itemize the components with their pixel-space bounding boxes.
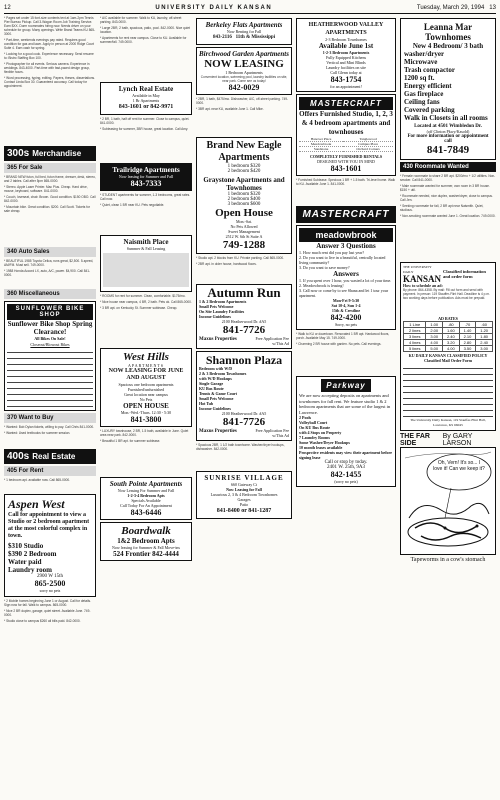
rates-cell: 2 lines bbox=[404, 328, 426, 334]
meadowbrook-q3: 3. Do you want to save money? bbox=[299, 265, 350, 270]
location-name: Orchard Corners bbox=[343, 147, 393, 152]
form-footer: The University Daily Kansan, 119 Stauffer-Flint Hall, Lawrence, KS 66045 bbox=[410, 418, 486, 427]
shannon-l4: Single Garage bbox=[199, 381, 224, 386]
shannon-address: 2100 Heatherwood Dr. #A5 bbox=[221, 411, 267, 416]
form-order-title: Classified Mail Order Form bbox=[424, 358, 472, 363]
classified-text-block: * A/C available for summer. Walk to KU, laundry, off-street parking. 843-0000. * Large 2BR, 2 bath, spacious, patio, pool. 842-0000. Nice quiet location. * Apartments for rent near campus. Close to KU. Available for summer/fall. 749-0000. bbox=[100, 16, 191, 44]
column-4 bbox=[296, 16, 396, 796]
meadowbrook-hours2: Sat 10-4, Sun 1-4 bbox=[331, 303, 361, 308]
heatherwood-l3: Laundry facilities on site bbox=[326, 65, 366, 70]
rates-cell: 1.00 bbox=[426, 322, 443, 328]
aspen-phone: 865-2500 bbox=[34, 579, 66, 588]
section-title: Merchandise bbox=[32, 149, 82, 158]
sunflower-table-title: Closeout/Blowout Bikes bbox=[30, 342, 70, 347]
parkway-call: Call or stop by today. bbox=[324, 460, 368, 465]
sunflower-logo: SUNFLOWER BIKE SHOP bbox=[7, 304, 93, 320]
naismith-ad bbox=[100, 235, 192, 292]
mastercraft-phone: 843-1601 bbox=[330, 164, 362, 173]
southpointe-specials: Specials Available bbox=[131, 498, 161, 503]
heatherwood-appt: for an appointment! bbox=[330, 84, 362, 89]
roommate-listings: * Female roommate to share 2 BR apt. $200/mo + 1/2 utilities. Non-smoker. Call 841-0000. * Male roommate wanted for summer, own room in 3 BR house. $150 + util. * Roommate needed, nice duplex, washer/dryer, close to campus. Call Jen. * Seeking roommate for fall, 2 BR apt near Naismith. Quiet, studious. * Non-smoking roommate wanted June 1. Great location. 749-0000. bbox=[400, 174, 496, 218]
parkway-logo: Parkway bbox=[321, 379, 371, 392]
meadowbrook-answers-title: Answers bbox=[333, 270, 359, 278]
page-date-and-number bbox=[417, 5, 496, 11]
parkway-l6: Some Washer/Dryer Hookups bbox=[299, 440, 350, 445]
classified-text-block-5: * LUXURY townhouse, 2 BR, 1.5 bath, available in June. Quiet area near park. 842-0000. * Beautiful 1 BR apt. for summer sublease. bbox=[100, 429, 189, 443]
boardwalk-line2: Now leasing for Summer & Fall Move-ins bbox=[112, 545, 180, 550]
parkway-l7: 10 month leases available bbox=[299, 445, 343, 450]
graystone-mgmt: Sweet Management bbox=[228, 229, 260, 234]
sunrise-headline: SUNRISE VILLAGE bbox=[204, 474, 284, 482]
autumn-footer bbox=[199, 336, 289, 346]
rates-cell: 4.00 bbox=[426, 340, 443, 346]
southpointe-phone: 843-6446 bbox=[130, 508, 162, 517]
autumn-l2: Small Pets Welcome bbox=[199, 304, 234, 309]
boardwalk-phone: 842-4444 bbox=[152, 550, 179, 558]
graystone-days: Mon.-Sat. bbox=[236, 219, 252, 224]
rates-cell: 1.60 bbox=[443, 328, 460, 334]
parkway-desc: We are now accepting deposits on apartments and townhomes for fall rent. We feature studio 1 & 2 bedroom apartments that are some of the largest in Lawrence. bbox=[299, 393, 391, 415]
birchwood-lines: 1 Bedroom Apartments bbox=[225, 70, 263, 75]
classified-text-block-2: * Walk to KU or downtown. Renovated 1 BR apt. Hardwood floors, porch. Available May 15. 749-0000. * Charming 2 BR house with garden. No pets. Call evenings. bbox=[296, 332, 390, 346]
rates-cell: 2.00 bbox=[426, 328, 443, 334]
far-side-cartoon bbox=[400, 447, 496, 555]
southpointe-call: Call Today For An Appointment bbox=[120, 503, 172, 508]
rates-cell: 3.20 bbox=[443, 340, 460, 346]
aspen-note: sorry no pets bbox=[39, 588, 61, 593]
shannon-l6: Tennis & Game Court bbox=[199, 391, 237, 396]
autumn-address: 2100 Heatherwood Dr. #A5 bbox=[221, 319, 267, 324]
leanna-l3: Trash compactor bbox=[404, 66, 455, 74]
form-masthead bbox=[403, 265, 493, 283]
classified-text-block-3: * STUDENT apartments for summer, 1-3 bedrooms, great rates. Call now. * Quiet, clean 1 BR near KU. Pets negotiable. bbox=[100, 193, 191, 207]
form-line[interactable] bbox=[403, 394, 493, 399]
rates-cell: 2.80 bbox=[459, 340, 476, 346]
form-line[interactable] bbox=[403, 388, 493, 393]
westhills-logo: West Hills bbox=[123, 351, 169, 363]
rates-cell: 3.50 bbox=[459, 346, 476, 352]
rates-cell: 1 Line bbox=[404, 322, 426, 328]
for-sale-listings: * BRAND NEW futon, full bed, futon frame, dresser, desk, stereo, and 2 tables. Call after 5pm 865-0000. * Stereo. Apple Laser Printer. Mac Plus. Cheap. Hard drive, mouse, keyboard, software. 841-0000. * Couch, loveseat, chair. Brown. Good condition. $150 OBO. Call 842-0000. * Mountain bike. Great condition. $200. Call Scott. Tickets for sale cheap. bbox=[4, 175, 96, 213]
berkeley-contact bbox=[199, 34, 289, 42]
autumn-mgmt: Maxus Properties bbox=[199, 337, 237, 342]
classified-text-block: * Pages set under 15 font-size contents text at 1am-2pm Tennis Pier Bureau Pickup. Call 3-Wagon Room Job Training Service. Earn $XX. Dorm roommates hiring now. Needs driver on your schedule for group. Many openings. Write Brand Teams KU 865-3000. * Part-time, weekends evenings pay rated. Requires good condition for gas and lawn. Apply in person at 2000 Ridge Court Suite 4. Earn cash for spring. * Looking for a good cook. Experience necessary. Send resume to: Bistro Staffing Box 100. * Photographer for all events. Serious camera. Experience in weddings. 843-4000. Part-time with fast-paced design group, flexible hours. * Word processing, typing, editing. Papers, theses, dissertations. Contact Linda Box 30. Guaranteed accuracy. Call today for appointment. bbox=[4, 16, 96, 88]
rates-cell: 5.00 bbox=[426, 346, 443, 352]
form-line[interactable] bbox=[403, 364, 493, 369]
parkway-l8: Prospective residents may view their apartment before signing lease bbox=[299, 450, 393, 460]
section-want-to-buy: 370 Want to Buy bbox=[4, 413, 96, 423]
leanna-more: For more information or appointment call bbox=[407, 134, 489, 144]
sunrise-l1: Luxurious 2, 3 & 4 Bedroom Townhomes bbox=[210, 492, 278, 497]
brandnew-l1: 1 bedroom $320 bbox=[227, 164, 261, 169]
rates-cell: 3.00 bbox=[476, 346, 493, 352]
shannon-phone: 841-7726 bbox=[222, 416, 266, 428]
aspen-west-ad bbox=[4, 494, 96, 597]
shannon-l7: Small Pets Welcome bbox=[199, 396, 234, 401]
lynch-line2: 1 Br Apartments bbox=[132, 98, 160, 103]
meadowbrook-phone: 842-4200 bbox=[330, 313, 362, 322]
sunrise-phone: 841-8400 or 841-1287 bbox=[216, 508, 272, 514]
for-rent-listing: * 1 bedroom apt. available now. Call 865-0000. bbox=[4, 478, 71, 482]
naismith-lines: Summer & Fall Leasing bbox=[126, 246, 166, 251]
meadowbrook-note: Sorry, no pets bbox=[334, 322, 358, 327]
section-title: Real Estate bbox=[32, 452, 76, 461]
section-header-real-estate bbox=[4, 449, 96, 464]
lynch-line1: Available in May bbox=[132, 93, 160, 98]
paper-title: UNIVERSITY DAILY KANSAN bbox=[155, 4, 273, 11]
sunflower-sub: All Bikes On Sale! bbox=[34, 336, 66, 341]
autumn-free: Free Application Fee w/This Ad bbox=[255, 336, 289, 346]
meadowbrook-logo: meadowbrook bbox=[299, 228, 393, 242]
section-for-sale: 365 For Sale bbox=[4, 163, 96, 173]
want-to-buy-listings: * Wanted: Bob Dylan tickets, willing to pay. Call Chris 841-0000. * Wanted: Used textbooks for summer session. bbox=[4, 425, 94, 435]
classified-text-block-4: * ROOMS for rent for summer. Clean, comfortable. $175/mo. * Nice house near campus, 4 BR, 2 bath. Pets ok. Call 865-0000. * 3 BR apt. on Kentucky St. Summer sublease. Cheap. bbox=[100, 294, 192, 310]
classified-text-block-2: * 2 BR, 1 bath, half off rent for summer. Close to campus, quiet. 841-0000. * Subleasing for summer, 3BR house, great location. Call Amy. bbox=[100, 117, 190, 131]
leanna-phone: 841-7849 bbox=[426, 144, 470, 156]
parkway-l2: Volleyball Court bbox=[299, 420, 328, 425]
berkeley-phone: 843-2116 bbox=[212, 35, 232, 40]
rates-cell: 5 lines bbox=[404, 346, 426, 352]
parkway-ad bbox=[296, 376, 396, 487]
southpointe-lines: Now Leasing For Summer and Fall bbox=[117, 488, 175, 493]
mastercraft-logo: MASTERCRAFT bbox=[299, 97, 393, 110]
form-line[interactable] bbox=[403, 382, 493, 387]
form-how: How to schedule an ad: bbox=[403, 283, 443, 288]
shannon-headline: Shannon Plaza bbox=[205, 353, 283, 367]
heatherwood-l2: Vertical and Mini Blinds bbox=[326, 60, 366, 65]
parkway-note: (sorry no pets) bbox=[334, 479, 358, 484]
trailridge-lines: Now leasing for Summer and Fall bbox=[118, 174, 174, 179]
classified-order-form bbox=[400, 262, 496, 431]
southpointe-beds: 1-2-3-4 Bedroom Apts bbox=[127, 493, 165, 498]
shannon-free: Free Application Fee w/This Ad bbox=[255, 428, 289, 438]
westhills-b1: Spacious one bedroom apartments bbox=[118, 382, 174, 387]
far-side-title: THE FAR SIDE bbox=[400, 433, 430, 447]
form-line[interactable] bbox=[403, 412, 493, 417]
trailridge-phone: 843-7333 bbox=[130, 179, 162, 188]
form-policy: KU DAILY KANSAN CLASSIFIED POLICY bbox=[408, 353, 488, 358]
sunrise-l3: Patio bbox=[239, 502, 249, 507]
mastercraft-desc: DESIGNED WITH YOU IN MIND bbox=[317, 159, 375, 164]
parkway-address: 2401 W. 25th, 9A3 bbox=[327, 465, 365, 470]
leanna-loc2: (off Clinton Pkwy/Kasold) bbox=[426, 129, 470, 134]
rates-row bbox=[404, 346, 493, 352]
aspen-address: 2900 W 15th bbox=[37, 574, 63, 579]
westhills-b3: Great location near campus bbox=[124, 392, 168, 397]
meadowbrook-q2: 2. Do you want to live in a beautiful, centrally located living community? bbox=[299, 255, 386, 265]
westhills-sub: APARTMENTS bbox=[127, 363, 165, 368]
mastercraft-headline: Offers Furnished Studio, 1, 2, 3 & 4 bedroom apartments and townhouses bbox=[299, 110, 393, 136]
berkeley-headline: Berkeley Flats Apartments bbox=[205, 21, 283, 29]
section-roommate-wanted: 430 Roommate Wanted bbox=[400, 162, 496, 172]
column-1 bbox=[4, 16, 96, 796]
birchwood-headline: Birchwood Garden Apartments bbox=[199, 50, 289, 58]
rates-cell: .80 bbox=[443, 322, 460, 328]
mastercraft-ad bbox=[296, 94, 396, 176]
rates-cell: .70 bbox=[459, 322, 476, 328]
section-miscellaneous: 360 Miscellaneous bbox=[4, 289, 96, 299]
graystone-l3: 3 bedroom $600 bbox=[227, 202, 261, 207]
leanna-headline: Leanna Mar Townhomes bbox=[423, 22, 473, 42]
far-side-byline: By GARY LARSON bbox=[442, 433, 473, 447]
graystone-l2: 2 bedroom $400 bbox=[227, 197, 261, 202]
meadowbrook-a3: 3. Call now or come by to see Shana and let 1 tour your apartment. bbox=[299, 288, 389, 298]
brandnew-l2: 2 bedroom $420 bbox=[227, 169, 261, 174]
autumn-l3: On Site Laundry Facilities bbox=[199, 309, 245, 314]
leanna-mar-ad bbox=[400, 18, 496, 160]
birchwood-ad bbox=[196, 47, 292, 95]
auto-sales-listings: * BEAUTIFUL 1985 Toyota Celica, runs great, $2,500. 5-speed, AM/FM. Must sell. 749-0000. * 1988 Honda Accord LX, auto, A/C, power. $4,900. Call 841-0000. bbox=[4, 259, 94, 277]
westhills-hours: Mon.-Wed.-Thurs. 12:30 - 5:30 bbox=[120, 410, 172, 415]
naismith-photo bbox=[103, 253, 189, 287]
location-name: Hanover Place bbox=[299, 137, 343, 142]
leanna-sub: New 4 Bedroom/ 3 bath bbox=[412, 42, 484, 50]
mastercraft-logo: MASTERCRAFT bbox=[297, 207, 395, 222]
boardwalk-logo: Boardwalk bbox=[121, 525, 171, 537]
sunrise-sub: Now Leasing for Fall bbox=[226, 487, 262, 492]
graystone-phone: 749-1288 bbox=[222, 239, 266, 251]
meadowbrook-ad bbox=[296, 225, 396, 330]
westhills-cta: NOW LEASING FOR JUNE AND AUGUST bbox=[108, 368, 184, 381]
column-3 bbox=[196, 16, 292, 796]
leanna-l7: Ceiling fans bbox=[404, 98, 440, 106]
naismith-headline: Naismith Place bbox=[123, 238, 169, 246]
form-univ: THE UNIVERSITY DAILY bbox=[403, 265, 432, 274]
column-2 bbox=[100, 16, 192, 796]
brandnew-headline: Brand New Eagle Apartments bbox=[206, 140, 282, 163]
page-number-right: 13 bbox=[489, 4, 496, 11]
aspen-laundry: Laundry room bbox=[8, 566, 53, 574]
shannon-plaza-ad bbox=[196, 351, 292, 441]
heatherwood-headline: HEATHERWOOD VALLEY APARTMENTS bbox=[308, 22, 384, 36]
graystone-openhouse: Open House bbox=[215, 207, 273, 219]
rates-cell: 2.10 bbox=[459, 334, 476, 340]
boardwalk-line1: 1&2 Bedroom Apts bbox=[117, 537, 175, 545]
leanna-l2: Microwave bbox=[404, 58, 438, 66]
classified-text-block: * 2BR, 1 bath, $475/mo. Dishwasher, A/C, off-street parking. 749-0000. * 3BR apt. near KU, available June 1. Call Mike. bbox=[196, 97, 289, 111]
rates-table bbox=[403, 321, 493, 352]
shannon-footer bbox=[199, 428, 289, 438]
boardwalk-address: 524 Frontier bbox=[113, 550, 151, 558]
berkeley-sub: Now Renting for Fall bbox=[226, 29, 262, 34]
form-masthead-text bbox=[403, 265, 441, 283]
brand-new-eagle-ad bbox=[196, 137, 292, 254]
berkeley-address: 11th & Mississippi bbox=[235, 35, 276, 40]
west-hills-ad bbox=[100, 348, 192, 427]
rates-cell: 1.80 bbox=[476, 334, 493, 340]
parkway-phone: 842-1455 bbox=[330, 470, 362, 479]
column-5 bbox=[400, 16, 496, 796]
form-rates-head: AD RATES bbox=[438, 316, 458, 321]
section-header-merchandise bbox=[4, 146, 96, 161]
leanna-l4: 1200 sq ft. bbox=[404, 74, 435, 82]
shannon-l8: Hot Tub bbox=[199, 401, 214, 406]
lynch-ad bbox=[100, 82, 192, 115]
leanna-l8: Covered parking bbox=[404, 106, 455, 114]
westhills-phone: 841-3800 bbox=[130, 415, 162, 424]
rates-cell: 4 lines bbox=[404, 340, 426, 346]
far-side-caption: Tapeworms in a cow's stomach bbox=[410, 557, 486, 563]
sunrise-village-ad bbox=[196, 471, 292, 519]
page-date: Tuesday, March 29, 1994 bbox=[416, 4, 485, 11]
form-line[interactable] bbox=[403, 370, 493, 375]
rates-cell: .60 bbox=[476, 322, 493, 328]
birchwood-details: Convenient location, swimming pool, laundry facilities on site, near park. Come see us today! bbox=[200, 75, 288, 83]
meadowbrook-q1: 1. How much rent did you pay last year? bbox=[299, 250, 364, 255]
westhills-b2: Furnished/unfurnished bbox=[127, 387, 165, 392]
rates-cell: 1.40 bbox=[459, 328, 476, 334]
rates-cell: 3 lines bbox=[404, 334, 426, 340]
aspen-price-2br: $390 2 Bedroom bbox=[8, 550, 57, 558]
boardwalk-ad bbox=[100, 522, 192, 561]
rates-cell: 4.00 bbox=[443, 346, 460, 352]
heatherwood-call: Call Glenn today at bbox=[330, 70, 362, 75]
rates-cell: 2.40 bbox=[476, 340, 493, 346]
graystone-address: 2512 W. 6th St Suite A bbox=[225, 234, 263, 239]
leanna-l1: washer/dryer bbox=[404, 50, 445, 58]
heatherwood-beds: 1-2-3 Bedroom Apartments bbox=[322, 50, 370, 55]
aspen-headline: Call for appointment to view a Studio or 2 bedroom apartment at the most colorful complex in town. bbox=[8, 512, 90, 539]
heatherwood-sub: 2-3 Bedroom Townhomes bbox=[325, 37, 367, 42]
bottom-rent-listings: * 2 Mobile homes beginning June 1 or August. Call for details. Sign now for fall. Walk to campus. 865-0000. * Nice 2 BR duplex, garage, quiet street. Available June. 749-0000. * Studio close to campus $260 all bills paid. 842-0000. bbox=[4, 599, 91, 623]
graystone-l1: 1 bedroom $320 bbox=[227, 192, 261, 197]
sunflower-price-table bbox=[7, 348, 93, 407]
leanna-l9: Walk in Closets in all rooms bbox=[404, 114, 488, 122]
graystone-note: No Pets Allowed bbox=[230, 224, 258, 229]
leanna-loc: Located at 4501 Wimbledon Dr. bbox=[414, 124, 482, 129]
order-form-lines bbox=[403, 364, 493, 417]
graystone-headline: Graystone Apartments and Townhomes bbox=[203, 176, 285, 192]
form-line[interactable] bbox=[403, 376, 493, 381]
rates-cell: 3.00 bbox=[426, 334, 443, 340]
meadowbrook-hours: Mon-Fri 9-5:30 bbox=[332, 298, 360, 303]
berkeley-flats-ad bbox=[196, 18, 292, 45]
aspen-water: Water paid bbox=[8, 558, 42, 566]
far-side-header bbox=[400, 433, 496, 447]
meadowbrook-q-title: Answer 3 Questions bbox=[316, 242, 376, 250]
form-line[interactable] bbox=[403, 400, 493, 405]
meadowbrook-a2: 2. Meadowbrook is leasing! bbox=[299, 283, 344, 288]
heatherwood-ad bbox=[296, 18, 396, 92]
shannon-l2: 2 & 3 Bedroom Townhomes bbox=[199, 371, 247, 376]
sunflower-headline: Sunflower Bike Shop Spring Clearance! bbox=[7, 320, 93, 336]
shannon-l3: with W/D Hookups bbox=[199, 376, 232, 381]
form-kansan: KANSAN bbox=[403, 274, 442, 284]
sunflower-bike-ad bbox=[4, 301, 96, 411]
mastercraft-locations bbox=[299, 137, 393, 152]
form-title: Classified information and order form bbox=[443, 269, 486, 279]
trailridge-headline: Trailridge Apartments bbox=[112, 166, 180, 174]
mastercraft-furnished: COMPLETELY FURNISHED RENTALS bbox=[309, 154, 383, 159]
location-name: Meadowbrook bbox=[299, 142, 343, 147]
location-name: Campus Place bbox=[343, 142, 393, 147]
sunrise-addr: 660 Gateway Ct bbox=[231, 482, 257, 487]
heatherwood-avail: Available June 1st bbox=[318, 42, 374, 50]
shannon-l1: Bedroom with W/D bbox=[199, 366, 233, 371]
lynch-headline: Lynch Real Estate bbox=[118, 85, 174, 93]
parkway-l4: with 4 Stops on Property bbox=[299, 430, 342, 435]
parkway-l5: 7 Laundry Rooms bbox=[299, 435, 330, 440]
boardwalk-address-phone bbox=[103, 550, 189, 558]
meadowbrook-a1: 1. If you spent over 1 hour, you wasted a lot of your time. bbox=[299, 278, 392, 283]
parkway-l1: 2 Pools bbox=[299, 415, 312, 420]
rates-cell: 1.20 bbox=[476, 328, 493, 334]
form-line[interactable] bbox=[403, 406, 493, 411]
south-pointe-ad bbox=[100, 477, 192, 520]
classified-text-block-3: * Spacious 2BR, 1 1/2 bath townhome. Washer/dryer hookups, dishwasher. 842-0000. bbox=[196, 443, 285, 451]
classified-text-block: * Furnished Sublease. Specious 1 BR + 1.5 bath. Tri-level home. Walk to KU. Available June 1. 841-0000. bbox=[296, 178, 396, 186]
leanna-l5: Energy efficient bbox=[404, 82, 452, 90]
autumn-l4: Income Guidelines bbox=[199, 314, 231, 319]
section-auto-sales: 340 Auto Sales bbox=[4, 247, 96, 257]
sunrise-l2: Garages bbox=[237, 497, 251, 502]
birchwood-phone: 842-0029 bbox=[228, 83, 260, 92]
section-for-rent: 405 For Rent bbox=[4, 466, 96, 476]
section-number: 300s bbox=[7, 148, 30, 159]
shannon-l9: Income Guidelines bbox=[199, 406, 231, 411]
aspen-logo: Aspen West bbox=[8, 497, 65, 511]
speech-balloon: Oh, Vern! It's so... I love it! Can we keep it? bbox=[433, 460, 485, 472]
westhills-openhouse: OPEN HOUSE bbox=[123, 402, 169, 410]
aspen-price-studio: $310 Studio bbox=[8, 542, 44, 550]
section-number: 400s bbox=[7, 451, 30, 462]
autumn-l1: 1 & 2 Bedroom Apartments bbox=[199, 299, 247, 304]
southpointe-headline: South Pointe Apartments bbox=[109, 480, 183, 488]
shannon-mgmt: Maxus Properties bbox=[199, 429, 237, 434]
classified-text-block-2: * Studio apt. 2 blocks from KU. Private parking. Call 865-0000. * 2BR apt. in older house, hardwood floors. bbox=[196, 256, 285, 266]
autumn-run-ad bbox=[196, 284, 292, 349]
location-name: Sandstone bbox=[299, 147, 343, 152]
parkway-l3: On KU Bus Route bbox=[299, 425, 331, 430]
westhills-b4: No Pets bbox=[139, 397, 153, 402]
autumn-headline: Autumn Run bbox=[207, 285, 281, 300]
form-instructions: By phone: 864-4358. By mail: Fill out form and send with payment. In person: 119 Stauffer-Flint Hall. Deadline is 4 p.m. two working days before publication. Ads must be prepaid. bbox=[403, 288, 490, 300]
mastercraft-banner bbox=[296, 206, 396, 223]
meadowbrook-address: 15th & Crestline bbox=[331, 308, 361, 313]
autumn-phone: 841-7726 bbox=[222, 324, 266, 336]
leanna-l6: Gas fireplace bbox=[404, 90, 444, 98]
page-header bbox=[4, 2, 496, 14]
heatherwood-phone: 843-1754 bbox=[330, 75, 362, 84]
page-number-left: 12 bbox=[4, 4, 11, 11]
location-name: Tanglewood bbox=[343, 137, 393, 142]
heatherwood-l1: Fully Equipped Kitchens bbox=[326, 55, 366, 60]
shannon-l5: KU Bus Route bbox=[199, 386, 224, 391]
trailridge-ad bbox=[100, 163, 192, 191]
rates-cell: 2.40 bbox=[443, 334, 460, 340]
lynch-phone: 843-1601 or 842-9971 bbox=[118, 104, 174, 110]
birchwood-leasing: NOW LEASING bbox=[204, 58, 284, 70]
